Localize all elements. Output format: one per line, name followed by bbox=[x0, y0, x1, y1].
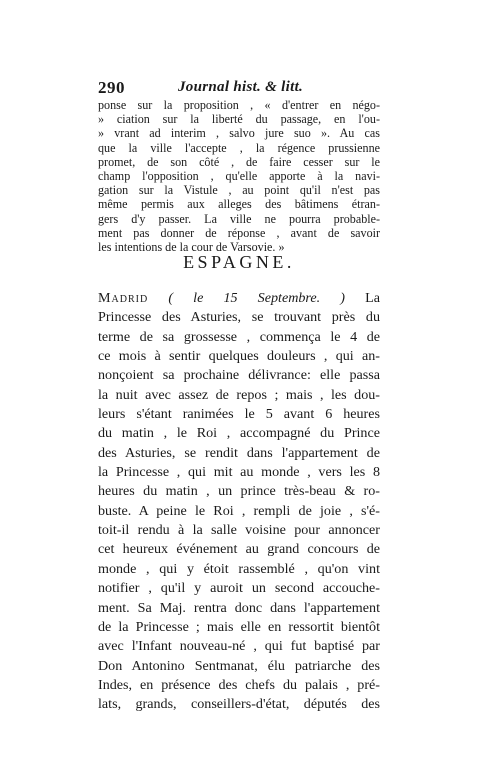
text-line: la nuit avec assez de repos ; mais , les dou- bbox=[98, 386, 380, 403]
text-line: Indes, en présence des chefs du palais , pré- bbox=[98, 676, 380, 693]
text-line: » ciation sur la liberté du passage, en l'ou- bbox=[98, 112, 380, 127]
text-line: buste. A peine le Roi , rempli de joie , s'é- bbox=[98, 502, 380, 519]
dateline bbox=[98, 289, 380, 308]
text-line: ment pas donner de réponse , avant de savoir bbox=[98, 225, 380, 240]
article-madrid bbox=[98, 289, 380, 715]
text-line: cet heureux événement au grand concours de bbox=[98, 541, 380, 558]
text-line: toit-il rendu à la salle voisine pour annoncer bbox=[98, 522, 380, 539]
text-line: ponse sur la proposition , « d'entrer en négo- bbox=[98, 98, 380, 112]
section-heading: ESPAGNE. bbox=[183, 252, 295, 272]
quoted-letter-continuation bbox=[98, 98, 380, 254]
text-line: champ l'opposition , qu'elle apporte à la navi- bbox=[98, 168, 380, 183]
dateline-date: ( le 15 Septembre. ) bbox=[168, 290, 345, 306]
text-line: nonçoient sa prochaine délivrance: elle passa bbox=[98, 367, 380, 384]
text-line: monde , qui y étoit rassemblé , qu'on vint bbox=[98, 560, 380, 577]
text-line: gers d'y passer. La ville ne pourra probable- bbox=[98, 211, 380, 226]
text-line: lats, grands, conseillers-d'état, députés des bbox=[98, 696, 380, 713]
running-title: Journal hist. & litt. bbox=[178, 79, 304, 95]
text-line: des Asturies, se rendit dans l'appartement de bbox=[98, 444, 380, 461]
text-line: leurs s'étant ranimées le 5 avant 6 heures bbox=[98, 406, 380, 423]
text-line: promet, de son côté , de faire cesser sur le bbox=[98, 154, 380, 169]
text-line: Don Antonino Sentmanat, élu patriarche des bbox=[98, 657, 380, 674]
text-line: notifier , qu'il y auroit un second accouche- bbox=[98, 580, 380, 597]
page-header bbox=[98, 78, 380, 98]
text-line: ce mois à sentir quelques douleurs , qui an- bbox=[98, 348, 380, 365]
page-number: 290 bbox=[98, 78, 125, 97]
text-line: avec l'Infant nouveau-né , qui fut baptisé par bbox=[98, 638, 380, 655]
text-line: même permis aux alleges des bâtimens étran- bbox=[98, 197, 380, 212]
text-line: heures du matin , un prince très-beau & ro- bbox=[98, 483, 380, 500]
text-line: les intentions de la cour de Varsovie. » bbox=[98, 239, 285, 254]
text-line: ment. Sa Maj. rentra donc dans l'appartement bbox=[98, 599, 380, 616]
text-line: que la ville l'accepte , la régence prussienne bbox=[98, 140, 380, 155]
text-line: Princesse des Asturies, se trouvant près du bbox=[98, 309, 380, 326]
text-line: de la Princesse ; mais elle en ressortit bientôt bbox=[98, 618, 380, 635]
text-line: » vrant ad interim , salvo jure suo ». Au cas bbox=[98, 126, 380, 141]
dateline-text: La bbox=[365, 290, 380, 306]
dateline-city: Madrid bbox=[98, 290, 149, 306]
text-line: terme de sa grossesse , commença le 4 de bbox=[98, 328, 380, 345]
text-line: gation sur la Vistule , au point qu'il n'est pas bbox=[98, 183, 380, 198]
text-line: du matin , le Roi , accompagné du Prince bbox=[98, 425, 380, 442]
text-line: la Princesse , qui mit au monde , vers les 8 bbox=[98, 464, 380, 481]
